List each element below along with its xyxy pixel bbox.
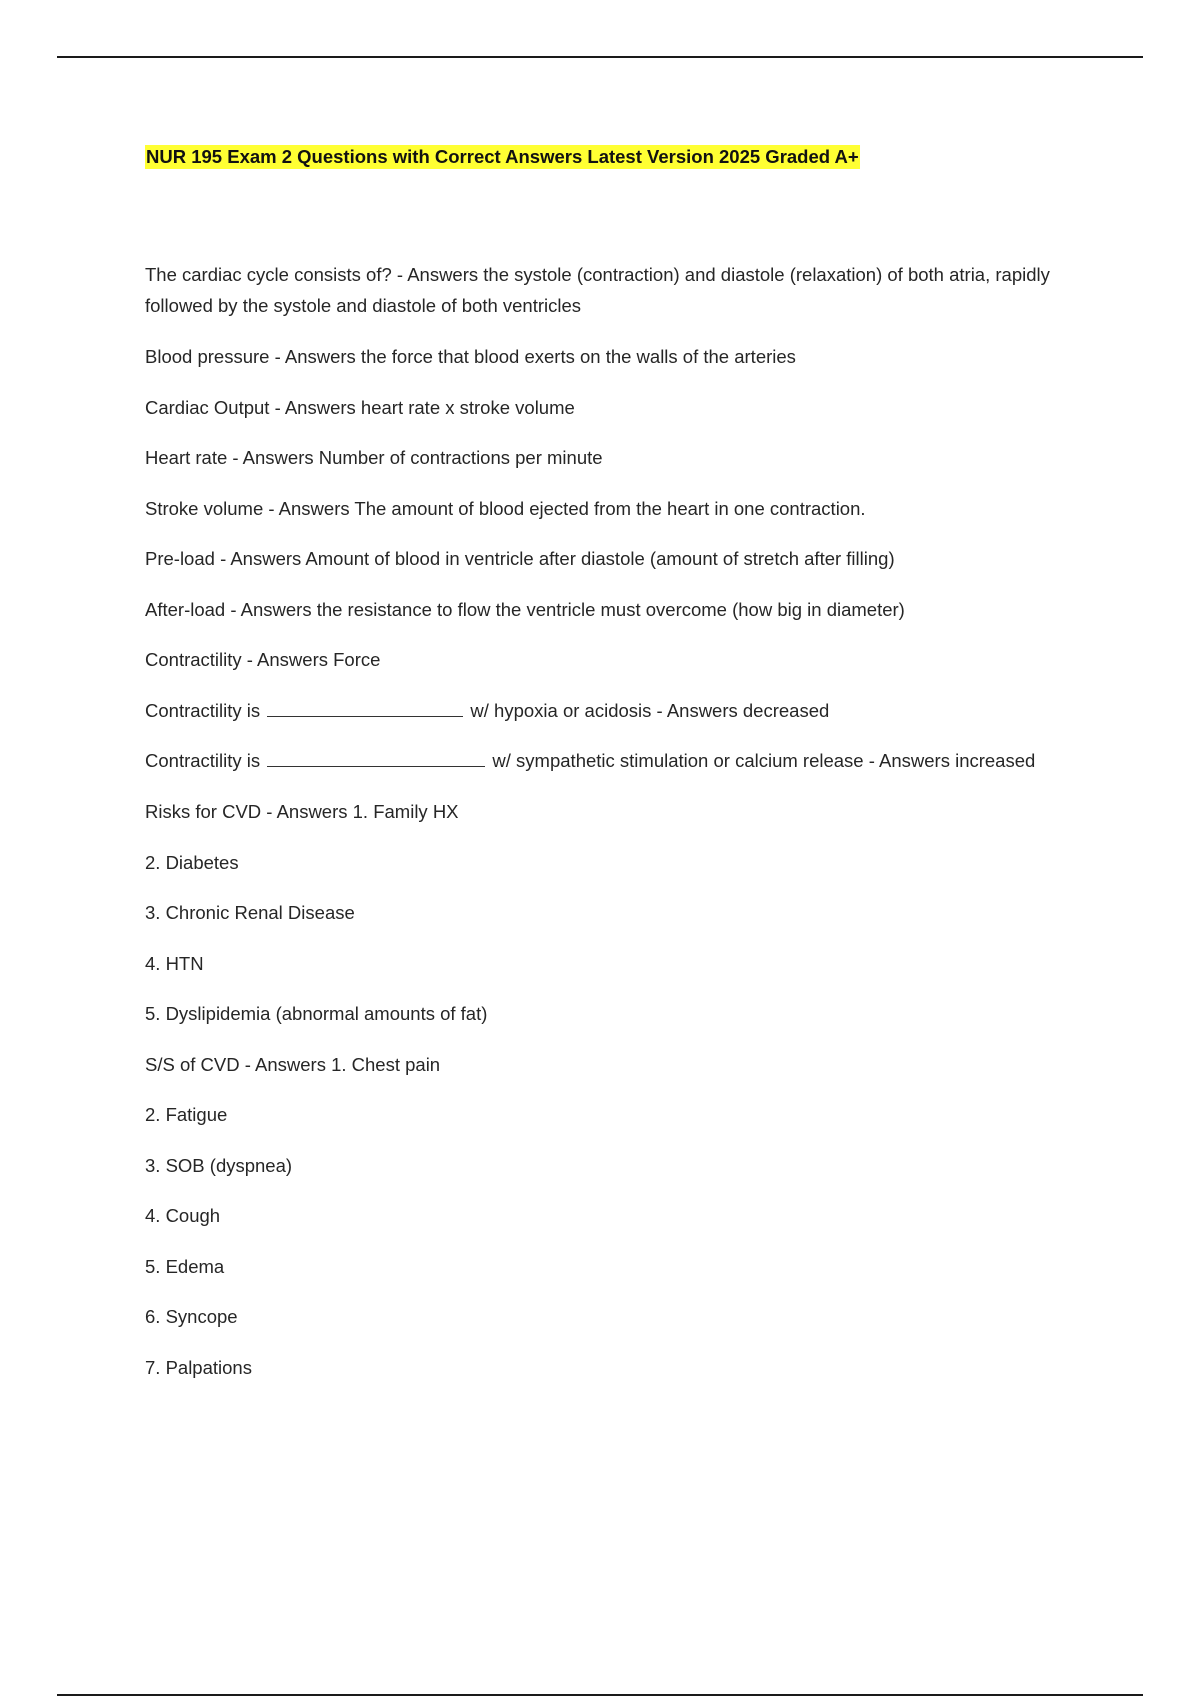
qa-item-pre-load: Pre-load - Answers Amount of blood in ventricle after diastole (amount of stretch after filling) — [145, 548, 895, 569]
sign-item: 5. Edema — [145, 1255, 225, 1277]
bottom-divider — [57, 1694, 1143, 1696]
risk-item: 4. HTN — [145, 952, 204, 974]
blank-item-2-after: w/ sympathetic stimulation or calcium release - Answers increased — [492, 750, 1036, 771]
blank-item-2-before: Contractility is — [145, 750, 261, 771]
sign-item: 3. SOB (dyspnea) — [145, 1154, 293, 1176]
qa-item-cardiac-output: Cardiac Output - Answers heart rate x stroke volume — [145, 396, 575, 418]
risk-item: 2. Diabetes — [145, 851, 239, 873]
fill-in-blank-line — [267, 748, 485, 767]
document-body — [145, 145, 1085, 1402]
qa-item-contractility-blank-1 — [145, 695, 1085, 726]
sign-item: S/S of CVD - Answers 1. Chest pain — [145, 1053, 441, 1075]
fill-in-blank-line — [267, 698, 463, 717]
risk-item: Risks for CVD - Answers 1. Family HX — [145, 801, 459, 822]
sign-item: 4. Cough — [145, 1205, 221, 1226]
qa-list — [145, 259, 1085, 1383]
blank-item-1-after: w/ hypoxia or acidosis - Answers decreased — [470, 699, 830, 721]
blank-item-1-before: Contractility is — [145, 699, 261, 721]
sign-item: 2. Fatigue — [145, 1104, 228, 1125]
qa-item-contractility: Contractility - Answers Force — [145, 649, 381, 670]
sign-item: 6. Syncope — [145, 1306, 238, 1327]
qa-item-heart-rate: Heart rate - Answers Number of contractions per minute — [145, 447, 603, 468]
qa-item-stroke-volume: Stroke volume - Answers The amount of blood ejected from the heart in one contraction. — [145, 497, 866, 519]
risk-item: 5. Dyslipidemia (abnormal amounts of fat) — [145, 1003, 488, 1024]
qa-item-cardiac-cycle: The cardiac cycle consists of? - Answers the systole (contraction) and diastole (relaxation) of both atria, rapidly followed by the systole and diastole of both ventricles — [145, 264, 1050, 316]
risk-item: 3. Chronic Renal Disease — [145, 902, 355, 923]
qa-item-after-load: After-load - Answers the resistance to flow the ventricle must overcome (how big in diameter) — [145, 598, 905, 620]
sign-item: 7. Palpations — [145, 1356, 252, 1378]
document-title: NUR 195 Exam 2 Questions with Correct Answers Latest Version 2025 Graded A+ — [146, 146, 859, 167]
top-divider — [57, 56, 1143, 58]
qa-item-contractility-blank-2 — [145, 745, 1085, 776]
qa-item-blood-pressure: Blood pressure - Answers the force that blood exerts on the walls of the arteries — [145, 346, 796, 367]
